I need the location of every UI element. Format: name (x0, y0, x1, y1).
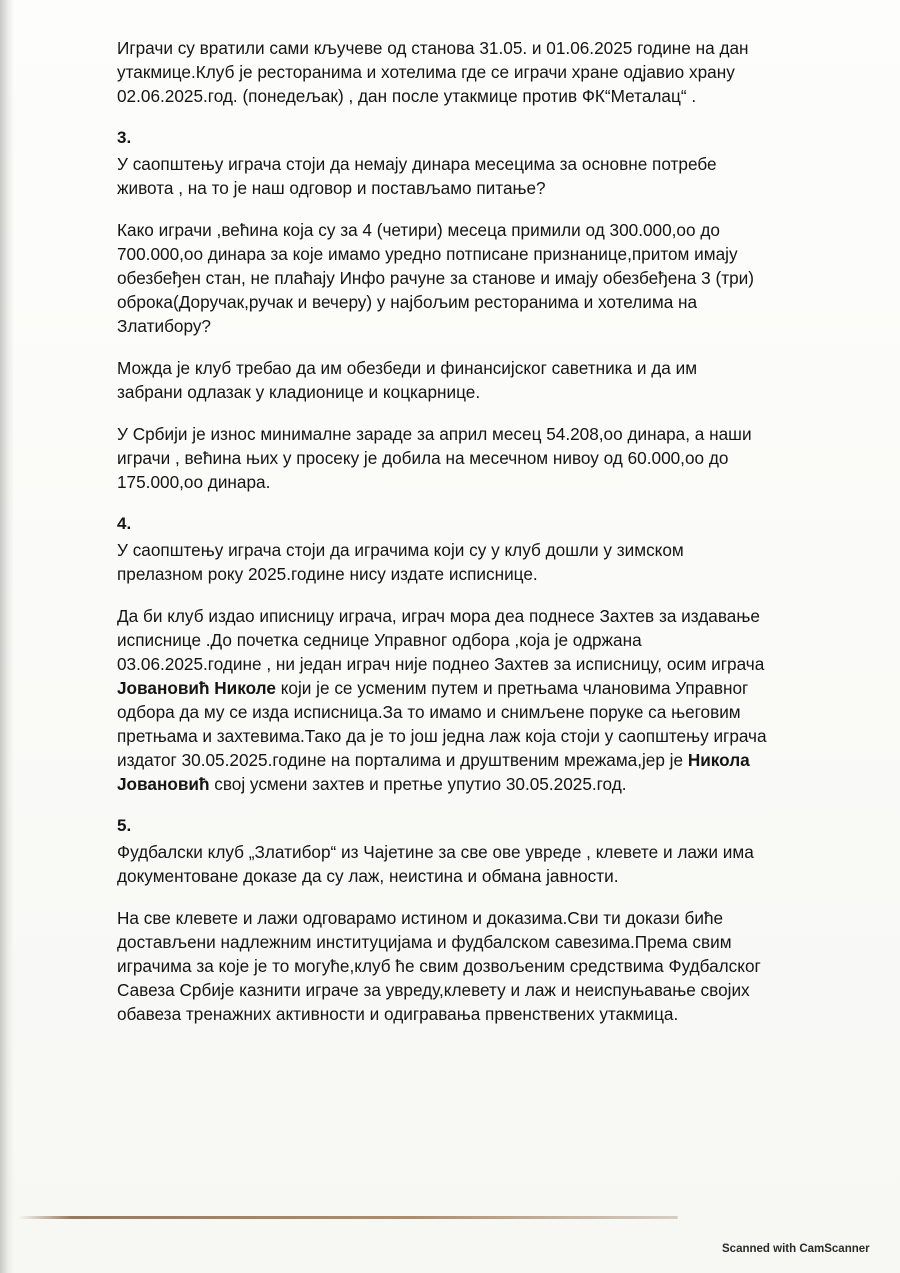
text-line: одбора да му се изда исписница.За то имамо и снимљене поруке са његовим (117, 702, 741, 722)
text-line: утакмице.Клуб је ресторанима и хотелима где се играчи хране одјавио храну (117, 62, 735, 82)
text-line: Да би клуб издао иписницу играча, играч мора деа поднесе Захтев за издавање (117, 606, 760, 626)
paragraph-section5-evidence (117, 840, 829, 888)
text-line: У саопштењу играча стоји да немају динара месецима за основне потребе (117, 154, 717, 174)
text-line (117, 678, 748, 698)
text-line: У саопштењу играча стоји да играчима који су у клуб дошли у зимском (117, 540, 684, 560)
paragraph-keys-returned (117, 36, 829, 108)
text-line: 03.06.2025.године , ни један играч није поднео Захтев за исписницу, осим играча (117, 654, 765, 674)
paragraph-section4-release-request (117, 604, 829, 796)
section-number-3: 3. (117, 128, 132, 147)
text-line: живота , на то је наш одговор и постављамо питање? (117, 178, 546, 198)
text-line: Како играчи ,већина која су за 4 (четири) месеца примили од 300.000,оо до (117, 220, 720, 240)
text-line: обавеза тренажних активности и одигравања првенствених утакмица. (117, 1004, 679, 1024)
text-line: документоване доказе да су лаж, неистина и обмана јавности. (117, 866, 619, 886)
text-line: претњама и захтевима.Тако да је то још једна лаж која стоји у саопштењу играча (117, 726, 767, 746)
player-last-name-bold: Јовановић (117, 774, 210, 794)
camscanner-watermark: Scanned with CamScanner (722, 1243, 870, 1255)
text-line: обезбеђен стан, не плаћају Инфо рачуне за станове и имају обезбеђена 3 (три) (117, 268, 754, 288)
paragraph-section3-statement (117, 152, 829, 200)
scan-edge-line (18, 1216, 678, 1219)
section-number-4: 4. (117, 514, 132, 533)
paragraph-section3-advisor (117, 356, 829, 404)
paragraph-section3-minimum-wage (117, 422, 829, 494)
text-line: 700.000,оо динара за које имамо уредно потписане признанице,притом имају (117, 244, 738, 264)
text-line: исписнице .До почетка седнице Управног одбора ,која је одржана (117, 630, 642, 650)
text-line: 175.000,оо динара. (117, 472, 271, 492)
text-fragment: свој усмени захтев и претње упутио 30.05.2025.год. (209, 774, 627, 794)
section-number-5: 5. (117, 816, 132, 835)
paragraph-section5-response (117, 906, 829, 1026)
text-line: 02.06.2025.год. (понедељак) , дан после утакмице против ФК“Металац“ . (117, 86, 697, 106)
text-line: Играчи су вратили сами кључеве од станова 31.05. и 01.06.2025 године на дан (117, 38, 749, 58)
text-line: У Србији је износ минималне зараде за април месец 54.208,оо динара, а наши (117, 424, 752, 444)
text-line: достављени надлежним институцијама и фудбалском савезима.Према свим (117, 932, 732, 952)
text-line: играчима за које је то могуће,клуб ће свим дозвољеним средствима Фудбалског (117, 956, 761, 976)
text-line: Златибору? (117, 316, 211, 336)
text-line (117, 774, 627, 794)
text-fragment: издатог 30.05.2025.године на порталима и друштвеним мрежама,јер је (117, 750, 688, 770)
text-line: Можда је клуб требао да им обезбеди и финансијског саветника и да им (117, 358, 698, 378)
page-edge-shadow (0, 0, 14, 1273)
text-line: Фудбалски клуб „Златибор“ из Чајетине за све ове увреде , клевете и лажи има (117, 842, 754, 862)
text-fragment: који је се усменим путем и претњама члановима Управног (275, 678, 749, 698)
paragraph-section4-statement (117, 538, 829, 586)
text-line: играчи , већина њих у просеку је добила на месечном нивоу од 60.000,оо до (117, 448, 729, 468)
player-name-bold: Јовановић Николе (117, 678, 276, 698)
player-first-name-bold: Никола (687, 750, 750, 770)
paragraph-section3-question (117, 218, 829, 338)
text-line (117, 750, 750, 770)
text-line: На све клевете и лажи одговарамо истином и доказима.Сви ти докази биће (117, 908, 724, 928)
document-body (117, 36, 829, 1044)
text-line: оброка(Доручак,ручак и вечеру) у најбољим ресторанима и хотелима на (117, 292, 698, 312)
text-line: забрани одлазак у кладионице и коцкарнице. (117, 382, 481, 402)
text-line: прелазном року 2025.године нису издате исписнице. (117, 564, 538, 584)
text-line: Савеза Србије казнити играче за увреду,клевету и лаж и неиспуњавање својих (117, 980, 750, 1000)
